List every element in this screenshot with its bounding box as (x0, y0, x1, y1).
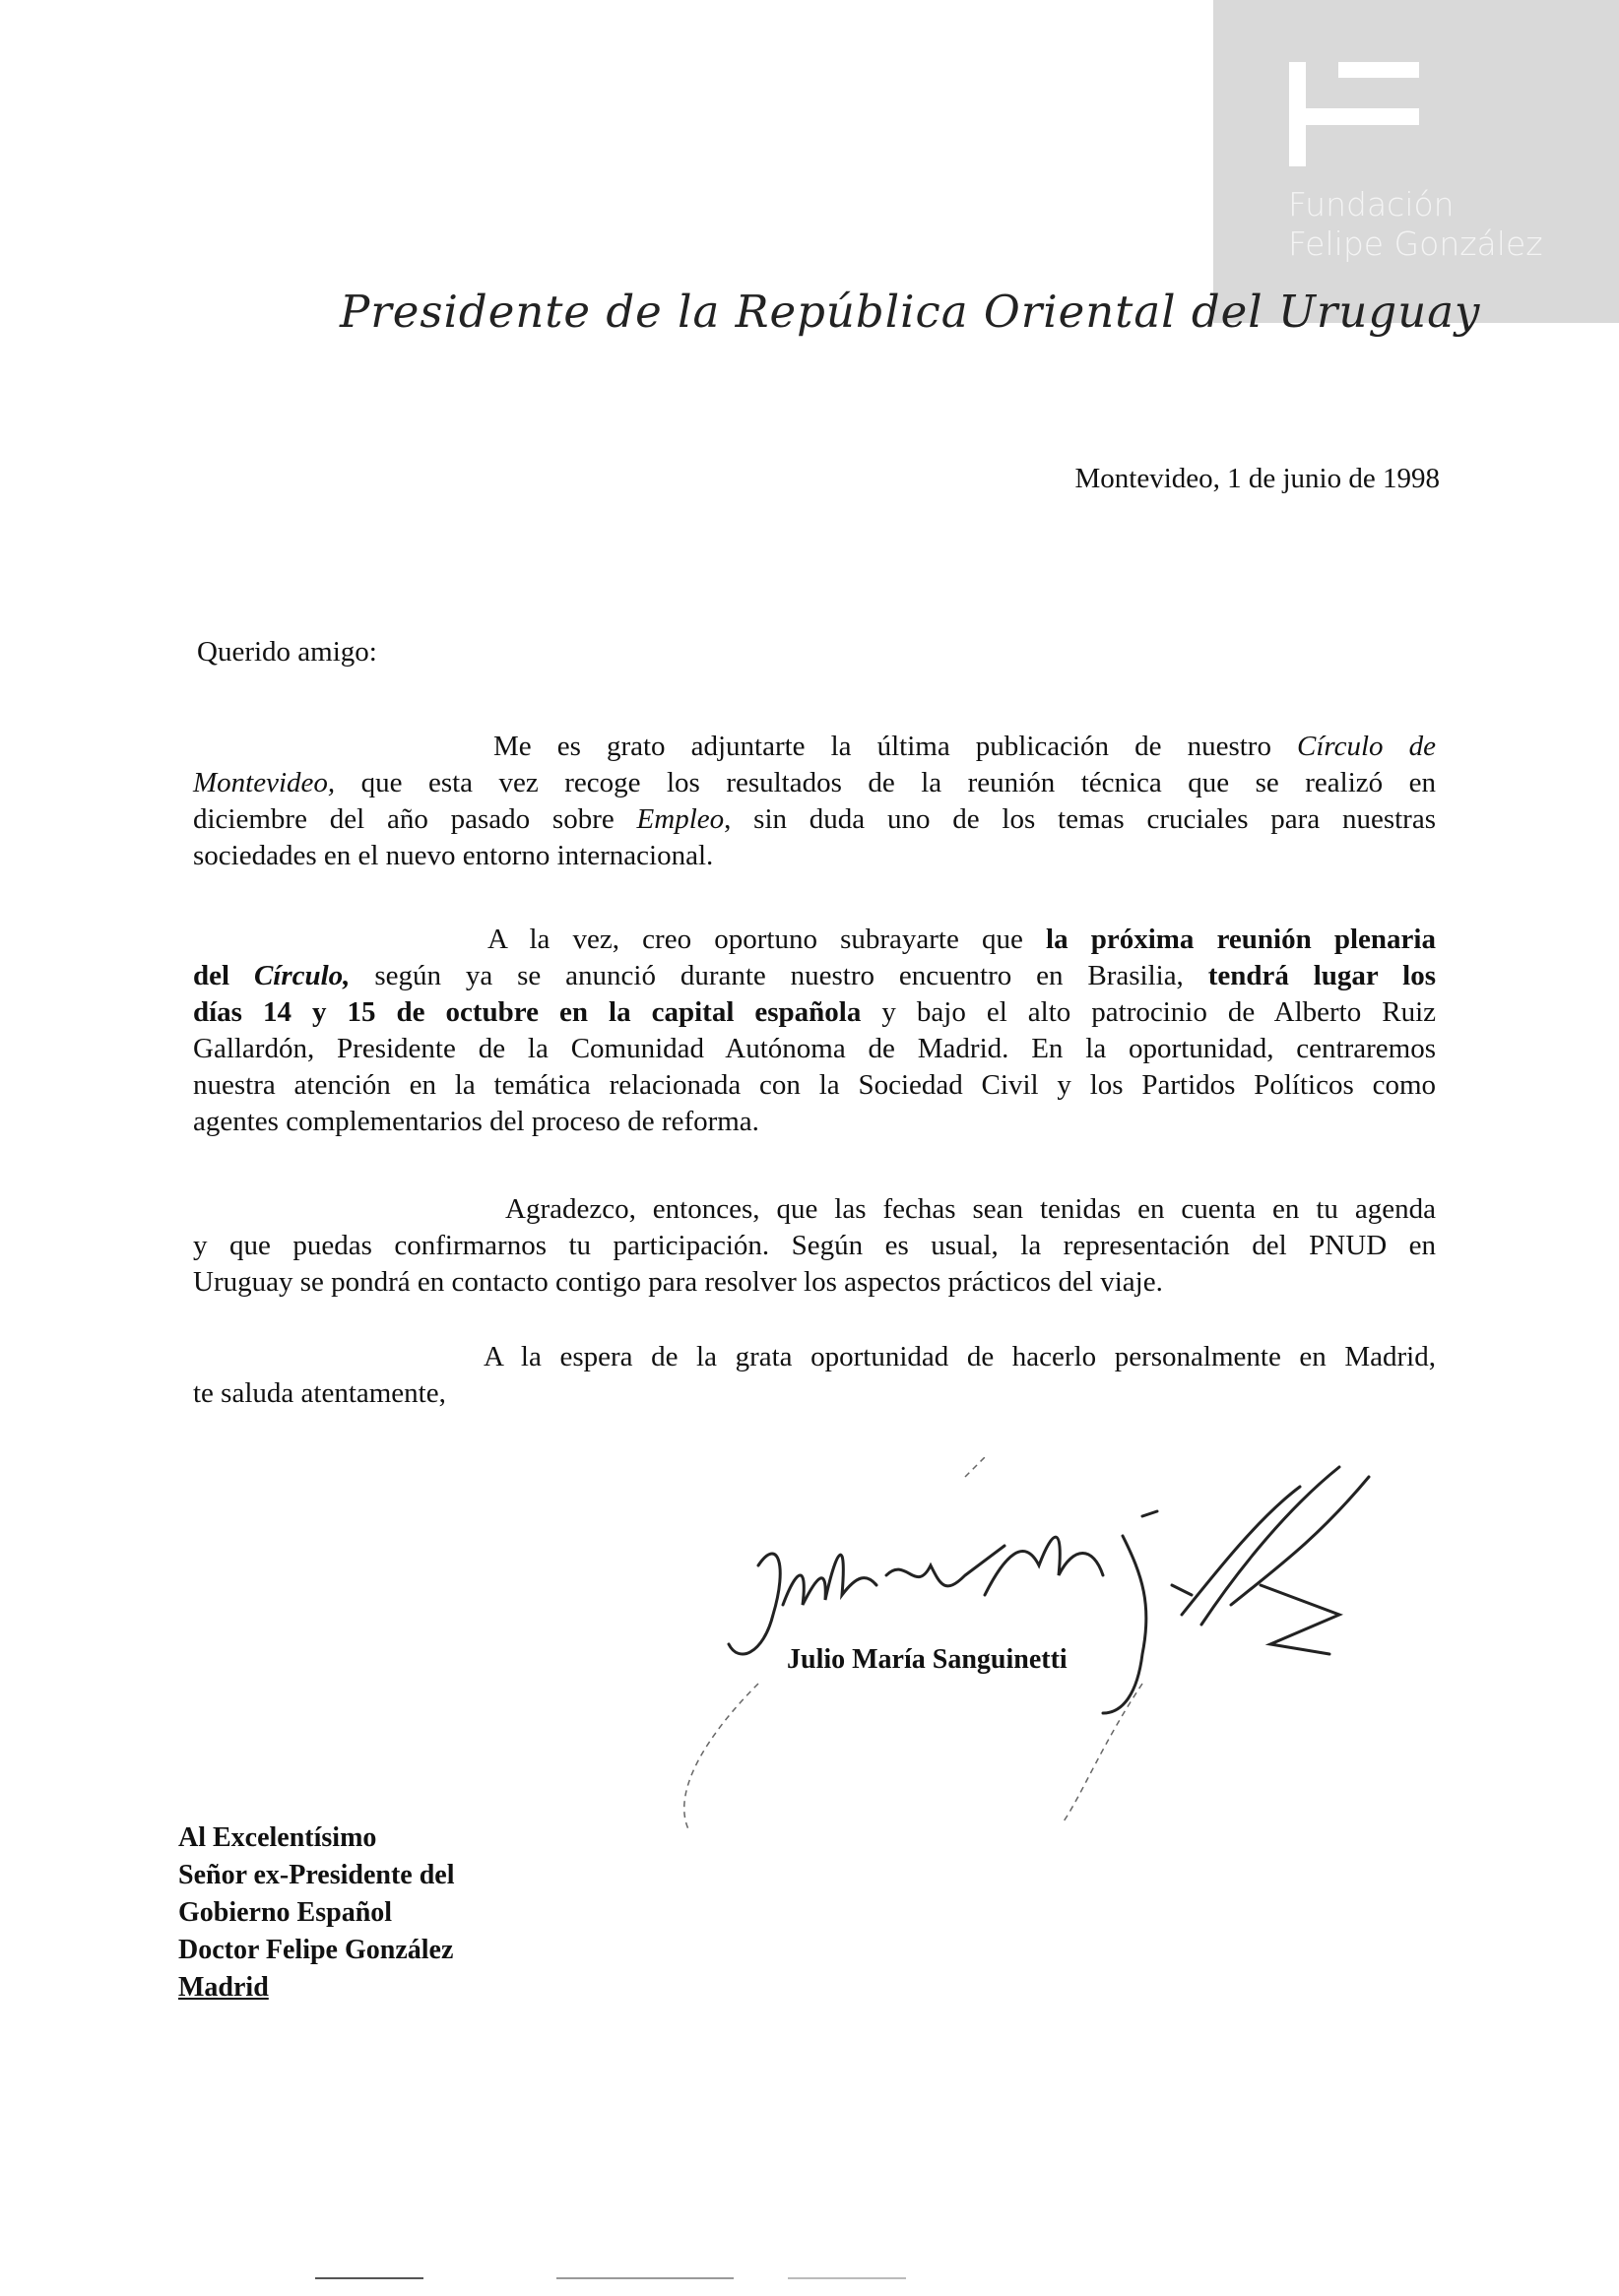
text-segment: del (193, 960, 254, 991)
address-line: Señor ex-Presidente del (178, 1860, 455, 1890)
paragraph-3 (193, 1191, 1436, 1301)
address-city: Madrid (178, 1972, 269, 2003)
text-segment: sociedades en el nuevo entorno internacional. (193, 840, 714, 871)
text-segment: Gallardón, Presidente de la Comunidad Autónoma de Madrid. En la oportunidad, centraremos (193, 1033, 1436, 1064)
text-segment: A la vez, creo oportuno subrayarte que (487, 924, 1047, 955)
text-line (193, 1191, 1436, 1228)
text-line (193, 1339, 1436, 1375)
text-segment: que esta vez recoge los resultados de la reunión técnica que se realizó en (335, 767, 1436, 798)
text-segment: según ya se anunció durante nuestro encuentro en Brasilia, (350, 960, 1208, 991)
text-line (193, 1031, 1436, 1067)
text-segment: Agradezco, entonces, que las fechas sean tenidas en cuenta en tu agenda (505, 1193, 1436, 1225)
text-segment: Montevideo, (193, 767, 336, 798)
logo-mark-bar (1289, 108, 1419, 125)
address-line: Doctor Felipe González (178, 1935, 454, 1965)
text-line (193, 994, 1436, 1031)
scan-artifact (788, 2277, 906, 2279)
scan-artifact (315, 2277, 423, 2279)
paragraph-4 (193, 1339, 1436, 1412)
text-segment: Uruguay se pondrá en contacto contigo para resolver los aspectos prácticos del viaje. (193, 1266, 1163, 1298)
address-line: Gobierno Español (178, 1897, 393, 1928)
text-segment: Me es grato adjuntarte la última publicación de nuestro (493, 731, 1298, 762)
logo-line1: Fundación (1288, 185, 1455, 223)
recipient-address (178, 1819, 454, 2007)
text-line (193, 801, 1436, 838)
letterhead: Presidente de la República Oriental del Uruguay (340, 286, 1481, 338)
text-segment: y bajo el alto patrocinio de Alberto Ruiz (861, 996, 1436, 1028)
text-line (193, 1375, 1436, 1412)
text-segment: la próxima reunión plenaria (1046, 924, 1436, 955)
text-segment: Círculo de (1297, 731, 1436, 762)
text-segment: A la espera de la grata oportunidad de hacerlo personalmente en Madrid, (484, 1341, 1436, 1372)
text-line (193, 838, 1436, 874)
text-line (193, 1067, 1436, 1104)
paragraph-2 (193, 922, 1436, 1140)
fundacion-logo (1213, 0, 1619, 323)
logo-text (1288, 185, 1543, 264)
text-line (193, 958, 1436, 994)
text-line (193, 1104, 1436, 1140)
address-line: Al Excelentísimo (178, 1822, 377, 1853)
text-line (193, 1264, 1436, 1301)
paragraph-1 (193, 729, 1436, 874)
text-segment: , sin duda uno de los temas cruciales para nuestras (724, 803, 1437, 835)
text-segment: te saluda atentamente, (193, 1377, 446, 1409)
text-segment: días 14 y 15 de octubre en la capital española (193, 996, 862, 1028)
letter-date: Montevideo, 1 de junio de 1998 (1074, 463, 1440, 494)
text-segment: tendrá lugar los (1207, 960, 1436, 991)
logo-line2: Felipe González (1288, 224, 1543, 263)
text-line (193, 765, 1436, 801)
text-line (193, 922, 1436, 958)
text-segment: Empleo (636, 803, 725, 835)
text-segment: diciembre del año pasado sobre (193, 803, 637, 835)
text-line (193, 1228, 1436, 1264)
greeting: Querido amigo: (197, 636, 377, 668)
text-line (193, 729, 1436, 765)
logo-mark-top (1338, 62, 1419, 78)
text-segment: agentes complementarios del proceso de reforma. (193, 1106, 759, 1137)
text-segment: y que puedas confirmarnos tu participación. Según es usual, la representación del PNUD en (193, 1230, 1436, 1261)
signatory-name: Julio María Sanguinetti (787, 1644, 1068, 1675)
text-segment: Círculo, (253, 960, 351, 991)
text-segment: nuestra atención en la temática relacionada con la Sociedad Civil y los Partidos Políticos como (193, 1069, 1436, 1101)
scan-artifact (556, 2277, 734, 2279)
